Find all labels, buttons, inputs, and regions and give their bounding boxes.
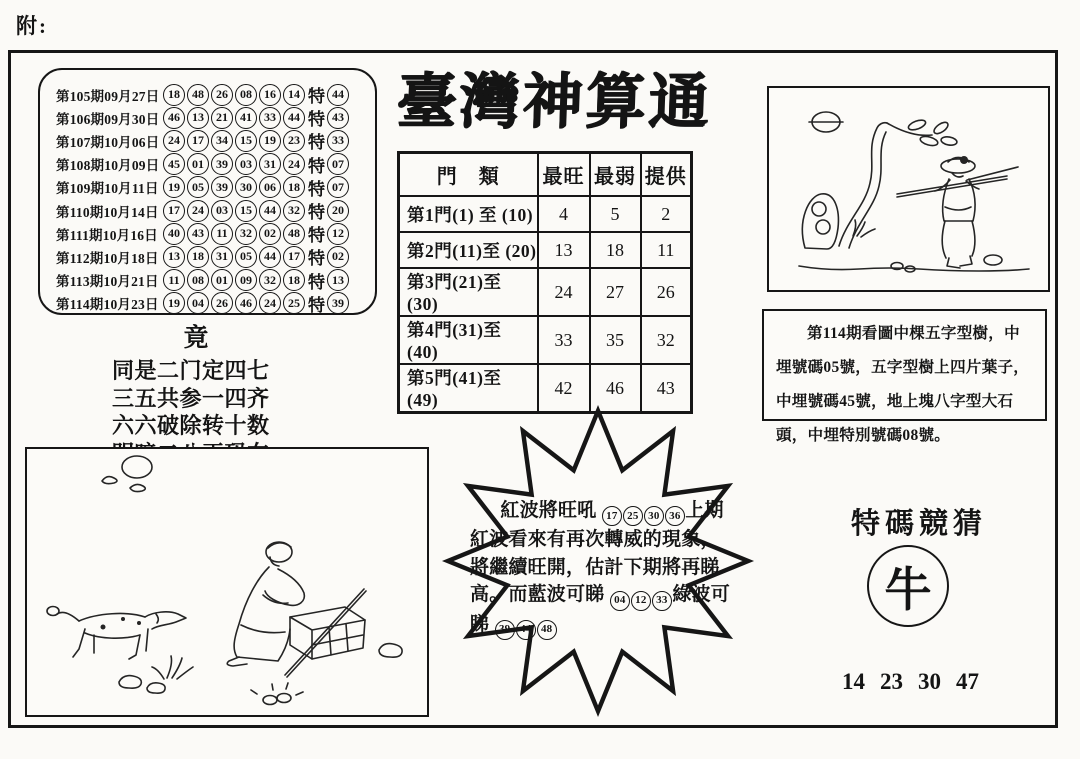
result-row <box>56 176 375 199</box>
result-date-label: 第110期10月14日 <box>56 204 159 220</box>
stats-value-cell: 26 <box>641 268 692 316</box>
stats-header-cell: 門 類 <box>399 153 538 197</box>
number-ball: 13 <box>163 246 185 268</box>
circled-number: 48 <box>537 620 557 640</box>
guess-numbers <box>842 669 979 695</box>
result-row <box>56 129 375 152</box>
number-ball: 19 <box>163 176 185 198</box>
special-number-ball: 39 <box>327 292 349 314</box>
number-ball: 08 <box>187 269 209 291</box>
circled-number: 25 <box>623 506 643 526</box>
number-ball: 33 <box>259 107 281 129</box>
starburst-tip <box>438 398 760 724</box>
result-date-label: 第112期10月18日 <box>56 250 159 266</box>
number-ball: 39 <box>211 176 233 198</box>
number-ball: 34 <box>211 130 233 152</box>
number-ball: 18 <box>187 246 209 268</box>
special-marker: 特 <box>308 156 325 176</box>
stats-row <box>399 268 692 316</box>
stats-table <box>397 151 693 414</box>
results-rows <box>56 83 375 315</box>
special-marker: 特 <box>308 295 325 315</box>
stats-value-cell: 33 <box>538 316 590 364</box>
circled-number: 12 <box>631 591 651 611</box>
result-date-label: 第107期10月06日 <box>56 134 160 150</box>
result-date-label: 第106期09月30日 <box>56 111 160 127</box>
masthead-title: 臺灣神算通 <box>395 69 713 135</box>
illustration-seated-man-dog <box>25 447 429 717</box>
result-date-label: 第113期10月21日 <box>56 274 159 290</box>
number-ball: 25 <box>283 292 305 314</box>
number-ball: 46 <box>235 292 257 314</box>
stats-body <box>399 196 692 413</box>
verse-line: 六六破除转十数 <box>112 413 270 438</box>
number-ball: 19 <box>259 130 281 152</box>
special-marker: 特 <box>308 226 325 246</box>
verse-line: 同是二门定四七 <box>112 358 270 383</box>
result-date-label: 第111期10月16日 <box>56 227 158 243</box>
stats-value-cell: 18 <box>590 232 641 268</box>
number-ball: 06 <box>259 176 281 198</box>
special-number-ball: 44 <box>327 84 349 106</box>
result-date-label: 第108期10月09日 <box>56 158 160 174</box>
starburst-text-segment: 上期紅波看來有再次轉威的現象，將繼續旺開，估計下期將再睇高。而藍波可睇 <box>470 500 724 606</box>
number-ball: 24 <box>163 130 185 152</box>
verse-line: 三五共参一四齐 <box>112 385 270 411</box>
special-number-ball: 07 <box>327 176 349 198</box>
number-ball: 11 <box>163 269 185 291</box>
circled-number: 44 <box>516 620 536 640</box>
verse-heading: 竟 <box>183 325 209 352</box>
special-guess-title: 特碼競猜 <box>851 508 988 540</box>
number-ball: 08 <box>235 84 257 106</box>
stats-row <box>399 232 692 268</box>
result-row <box>56 106 375 129</box>
zodiac-circle <box>867 545 949 627</box>
result-date-label: 第105期09月27日 <box>56 88 160 104</box>
number-ball: 44 <box>259 200 281 222</box>
number-ball: 24 <box>259 292 281 314</box>
number-ball: 32 <box>235 223 257 245</box>
illustration-flute-player <box>767 86 1050 292</box>
number-ball: 15 <box>235 130 257 152</box>
number-ball: 48 <box>283 223 305 245</box>
guess-number: 14 <box>842 669 865 694</box>
special-marker: 特 <box>308 272 325 292</box>
number-ball: 17 <box>283 246 305 268</box>
result-row <box>56 292 375 315</box>
number-ball: 01 <box>211 269 233 291</box>
number-ball: 01 <box>187 153 209 175</box>
guess-number: 47 <box>956 669 979 694</box>
picture-note-text: 第114期看圖中棵五字型樹，中埋號碼05號，五字型樹上四片葉子，中埋號碼45號，地上塊八字型大石頭，中埋特別號碼08號。 <box>776 325 1030 444</box>
number-ball: 40 <box>163 223 185 245</box>
number-ball: 03 <box>235 153 257 175</box>
guess-number: 30 <box>918 669 941 694</box>
stats-value-cell: 32 <box>641 316 692 364</box>
stats-category-cell: 第1門(1) 至 (10) <box>399 196 538 232</box>
stats-row <box>399 196 692 232</box>
special-number-ball: 20 <box>327 200 349 222</box>
number-ball: 41 <box>235 107 257 129</box>
special-number-ball: 43 <box>327 107 349 129</box>
page-corner-label: 附: <box>16 14 48 38</box>
result-date-label: 第109期10月11日 <box>56 181 159 197</box>
number-ball: 18 <box>163 84 185 106</box>
stats-value-cell: 11 <box>641 232 692 268</box>
special-number-ball: 07 <box>327 153 349 175</box>
number-ball: 32 <box>283 200 305 222</box>
starburst-text-segment: 紅波將旺吼 <box>500 500 602 521</box>
stats-value-cell: 42 <box>538 364 590 413</box>
stats-value-cell: 46 <box>590 364 641 413</box>
stats-category-cell: 第4門(31)至 (40) <box>399 316 538 364</box>
special-number-ball: 13 <box>327 269 349 291</box>
special-marker: 特 <box>308 87 325 107</box>
stats-header-row <box>399 153 692 197</box>
number-ball: 44 <box>283 107 305 129</box>
number-ball: 05 <box>187 176 209 198</box>
number-ball: 26 <box>211 292 233 314</box>
number-ball: 31 <box>259 153 281 175</box>
stats-category-cell: 第5門(41)至 (49) <box>399 364 538 413</box>
stats-header-cell: 提供 <box>641 153 692 197</box>
circled-number: 33 <box>652 591 672 611</box>
number-ball: 17 <box>187 130 209 152</box>
special-marker: 特 <box>308 133 325 153</box>
stats-header-cell: 最弱 <box>590 153 641 197</box>
stats-value-cell: 2 <box>641 196 692 232</box>
stats-value-cell: 35 <box>590 316 641 364</box>
result-row <box>56 153 375 176</box>
starburst-text <box>470 497 730 640</box>
circled-number: 36 <box>665 506 685 526</box>
number-ball: 43 <box>187 223 209 245</box>
number-ball: 32 <box>259 269 281 291</box>
special-marker: 特 <box>308 110 325 130</box>
stats-value-cell: 13 <box>538 232 590 268</box>
number-ball: 24 <box>187 200 209 222</box>
number-ball: 16 <box>259 84 281 106</box>
picture-note-box <box>762 309 1047 444</box>
special-number-ball: 02 <box>327 246 349 268</box>
stats-value-cell: 27 <box>590 268 641 316</box>
zodiac-character: 牛 <box>884 564 932 617</box>
stats-value-cell: 5 <box>590 196 641 232</box>
result-row <box>56 83 375 106</box>
stats-value-cell: 43 <box>641 364 692 413</box>
stats-header-cell: 最旺 <box>538 153 590 197</box>
circled-number: 39 <box>495 620 515 640</box>
special-marker: 特 <box>308 179 325 199</box>
result-row <box>56 222 375 245</box>
number-ball: 26 <box>211 84 233 106</box>
result-row <box>56 199 375 222</box>
number-ball: 44 <box>259 246 281 268</box>
special-marker: 特 <box>308 249 325 269</box>
number-ball: 24 <box>283 153 305 175</box>
stats-category-cell: 第2門(11)至 (20) <box>399 232 538 268</box>
result-date-label: 第114期10月23日 <box>56 297 159 313</box>
result-row <box>56 269 375 292</box>
stats-row <box>399 316 692 364</box>
number-ball: 39 <box>211 153 233 175</box>
number-ball: 15 <box>235 200 257 222</box>
circled-number: 04 <box>610 591 630 611</box>
number-ball: 21 <box>211 107 233 129</box>
number-ball: 02 <box>259 223 281 245</box>
number-ball: 13 <box>187 107 209 129</box>
special-number-ball: 12 <box>327 223 349 245</box>
stats-value-cell: 24 <box>538 268 590 316</box>
result-row <box>56 245 375 268</box>
number-ball: 09 <box>235 269 257 291</box>
number-ball: 30 <box>235 176 257 198</box>
circled-number: 17 <box>602 506 622 526</box>
flute-player-drawing-icon <box>769 88 1048 290</box>
verse-block <box>112 318 280 467</box>
results-box <box>38 68 377 315</box>
number-ball: 04 <box>187 292 209 314</box>
number-ball: 45 <box>163 153 185 175</box>
circled-number: 30 <box>644 506 664 526</box>
number-ball: 18 <box>283 176 305 198</box>
starburst-text-segment: 綠波可睇 <box>470 584 730 635</box>
number-ball: 48 <box>187 84 209 106</box>
guess-number: 23 <box>880 669 903 694</box>
number-ball: 18 <box>283 269 305 291</box>
special-number-ball: 33 <box>327 130 349 152</box>
number-ball: 14 <box>283 84 305 106</box>
number-ball: 11 <box>211 223 233 245</box>
number-ball: 31 <box>211 246 233 268</box>
number-ball: 23 <box>283 130 305 152</box>
number-ball: 03 <box>211 200 233 222</box>
number-ball: 19 <box>163 292 185 314</box>
stats-category-cell: 第3門(21)至 (30) <box>399 268 538 316</box>
number-ball: 46 <box>163 107 185 129</box>
number-ball: 05 <box>235 246 257 268</box>
seated-man-dog-drawing-icon <box>27 449 427 715</box>
stats-value-cell: 4 <box>538 196 590 232</box>
special-marker: 特 <box>308 203 325 223</box>
number-ball: 17 <box>163 200 185 222</box>
